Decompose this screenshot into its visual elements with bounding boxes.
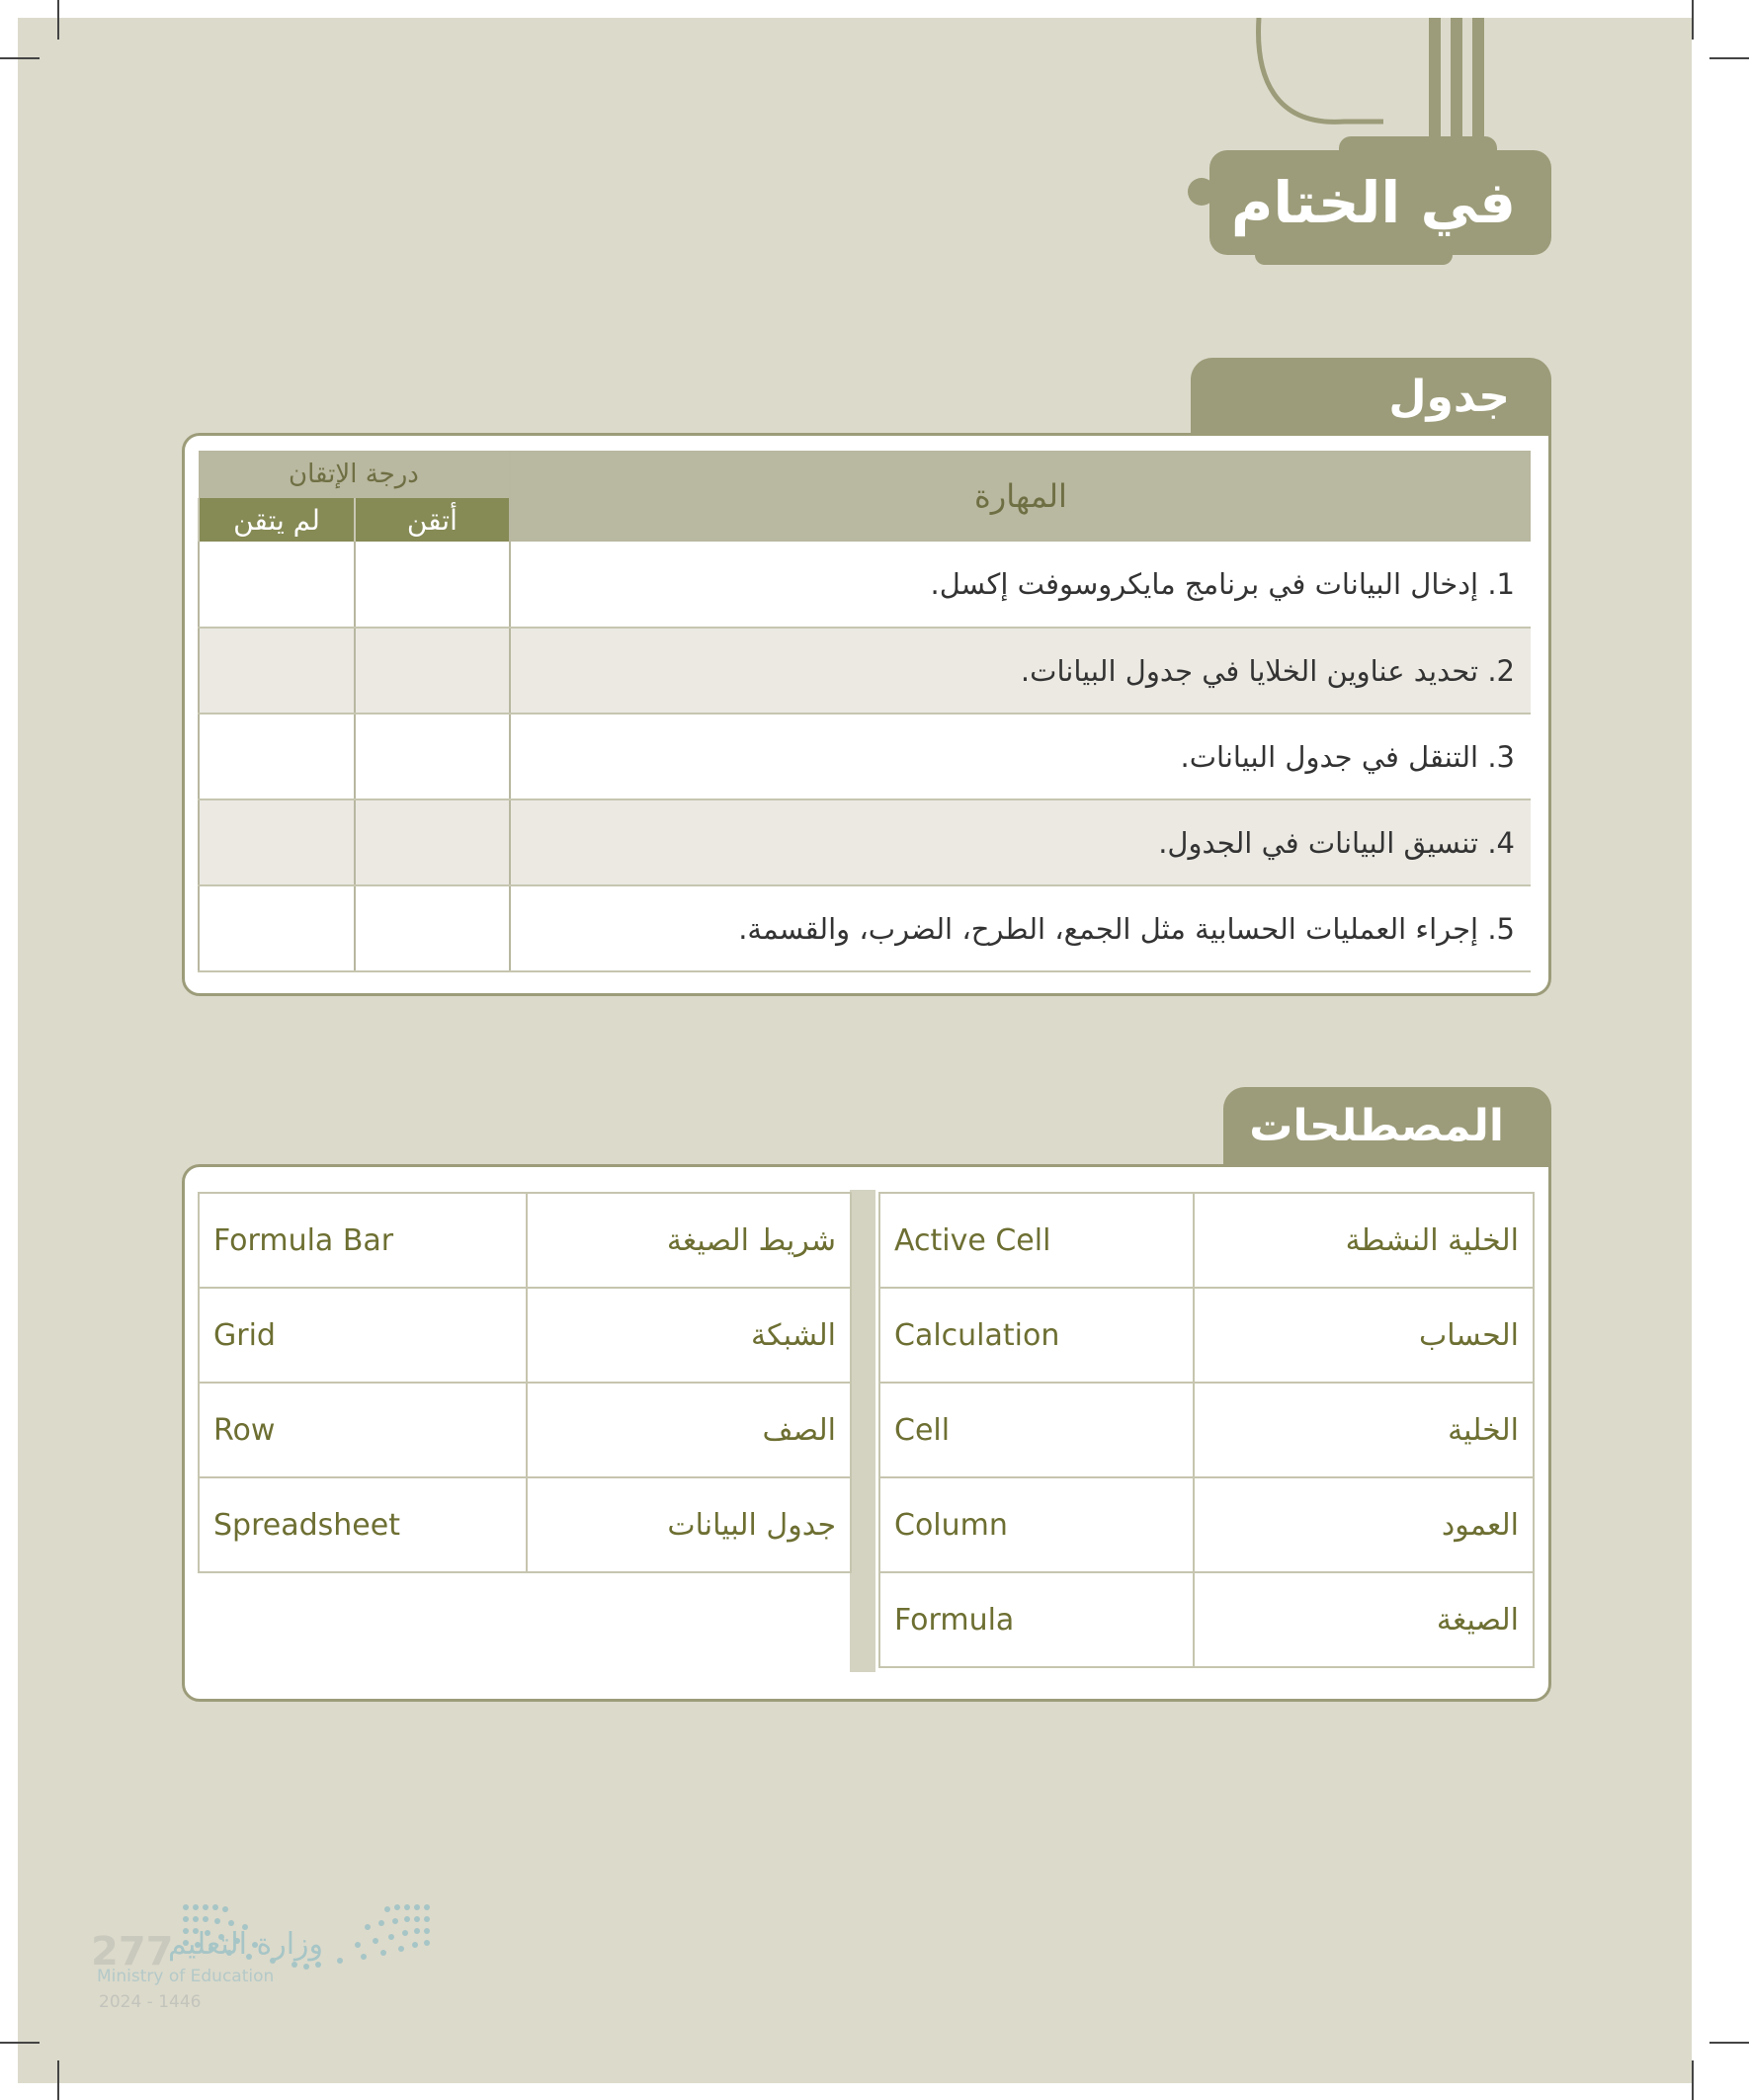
not-mastered-checkbox-cell[interactable]	[199, 628, 355, 714]
table-row	[199, 714, 1531, 799]
term-en: Spreadsheet	[199, 1477, 527, 1572]
crop-mark	[57, 0, 59, 40]
crop-mark	[1709, 57, 1749, 59]
terms-tab-label: المصطلحات	[1249, 1101, 1504, 1151]
column-divider	[850, 1190, 875, 1672]
mastered-checkbox-cell[interactable]	[355, 885, 510, 971]
mastered-header: أتقن	[355, 498, 510, 542]
term-en: Formula	[879, 1572, 1194, 1667]
skills-table	[198, 451, 1531, 972]
term-ar: شريط الصيغة	[527, 1193, 851, 1288]
term-ar: الخلية النشطة	[1194, 1193, 1534, 1288]
term-ar: الخلية	[1194, 1383, 1534, 1477]
table-row	[199, 542, 1531, 628]
term-ar: الشبكة	[527, 1288, 851, 1383]
table-row	[199, 1383, 851, 1477]
terms-table-right	[878, 1192, 1535, 1668]
ministry-name-ar: وزارة التعليم	[168, 1927, 324, 1962]
edition-year: 2024 - 1446	[99, 1992, 202, 2012]
crop-mark	[1709, 2042, 1749, 2044]
mastered-checkbox-cell[interactable]	[355, 628, 510, 714]
page-number: 277	[91, 1929, 174, 1974]
term-en: Cell	[879, 1383, 1194, 1477]
skill-cell: 1. إدخال البيانات في برنامج مايكروسوفت إكسل.	[510, 542, 1531, 628]
term-en: Calculation	[879, 1288, 1194, 1383]
skills-tab	[1191, 358, 1551, 437]
terms-tab	[1223, 1087, 1551, 1166]
table-row	[199, 1288, 851, 1383]
term-ar: العمود	[1194, 1477, 1534, 1572]
term-ar: الحساب	[1194, 1288, 1534, 1383]
skill-cell: 3. التنقل في جدول البيانات.	[510, 714, 1531, 799]
mastered-checkbox-cell[interactable]	[355, 799, 510, 885]
table-row	[199, 628, 1531, 714]
hanging-cord	[1235, 18, 1492, 156]
page-background	[18, 18, 1692, 2083]
skill-cell: 5. إجراء العمليات الحسابية مثل الجمع، الطرح، الضرب، والقسمة.	[510, 885, 1531, 971]
term-en: Active Cell	[879, 1193, 1194, 1288]
crop-mark	[1692, 2060, 1694, 2100]
term-ar: الصيغة	[1194, 1572, 1534, 1667]
not-mastered-checkbox-cell[interactable]	[199, 714, 355, 799]
term-en: Formula Bar	[199, 1193, 527, 1288]
section-title: في الختام	[1230, 169, 1517, 236]
mastered-checkbox-cell[interactable]	[355, 714, 510, 799]
crop-mark	[0, 57, 40, 59]
term-en: Grid	[199, 1288, 527, 1383]
skill-header: المهارة	[510, 451, 1531, 542]
mastery-header: درجة الإتقان	[199, 451, 510, 498]
table-row	[879, 1477, 1534, 1572]
ministry-name-en: Ministry of Education	[97, 1967, 275, 1986]
crop-mark	[1692, 0, 1694, 40]
skill-cell: 4. تنسيق البيانات في الجدول.	[510, 799, 1531, 885]
term-en: Row	[199, 1383, 527, 1477]
sign-bottom	[1255, 247, 1453, 265]
table-row	[879, 1572, 1534, 1667]
table-row	[879, 1383, 1534, 1477]
not-mastered-checkbox-cell[interactable]	[199, 885, 355, 971]
table-row	[199, 1193, 851, 1288]
term-ar: جدول البيانات	[527, 1477, 851, 1572]
table-row	[199, 799, 1531, 885]
table-row	[199, 885, 1531, 971]
table-row	[879, 1288, 1534, 1383]
table-row	[879, 1193, 1534, 1288]
crop-mark	[57, 2060, 59, 2100]
mastered-checkbox-cell[interactable]	[355, 542, 510, 628]
table-row	[199, 1477, 851, 1572]
terms-table-left	[198, 1192, 852, 1573]
not-mastered-checkbox-cell[interactable]	[199, 799, 355, 885]
not-mastered-header: لم يتقن	[199, 498, 355, 542]
crop-mark	[0, 2042, 40, 2044]
skills-tab-label: جدول	[1388, 372, 1510, 422]
skill-cell: 2. تحديد عناوين الخلايا في جدول البيانات.	[510, 628, 1531, 714]
not-mastered-checkbox-cell[interactable]	[199, 542, 355, 628]
term-ar: الصف	[527, 1383, 851, 1477]
term-en: Column	[879, 1477, 1194, 1572]
